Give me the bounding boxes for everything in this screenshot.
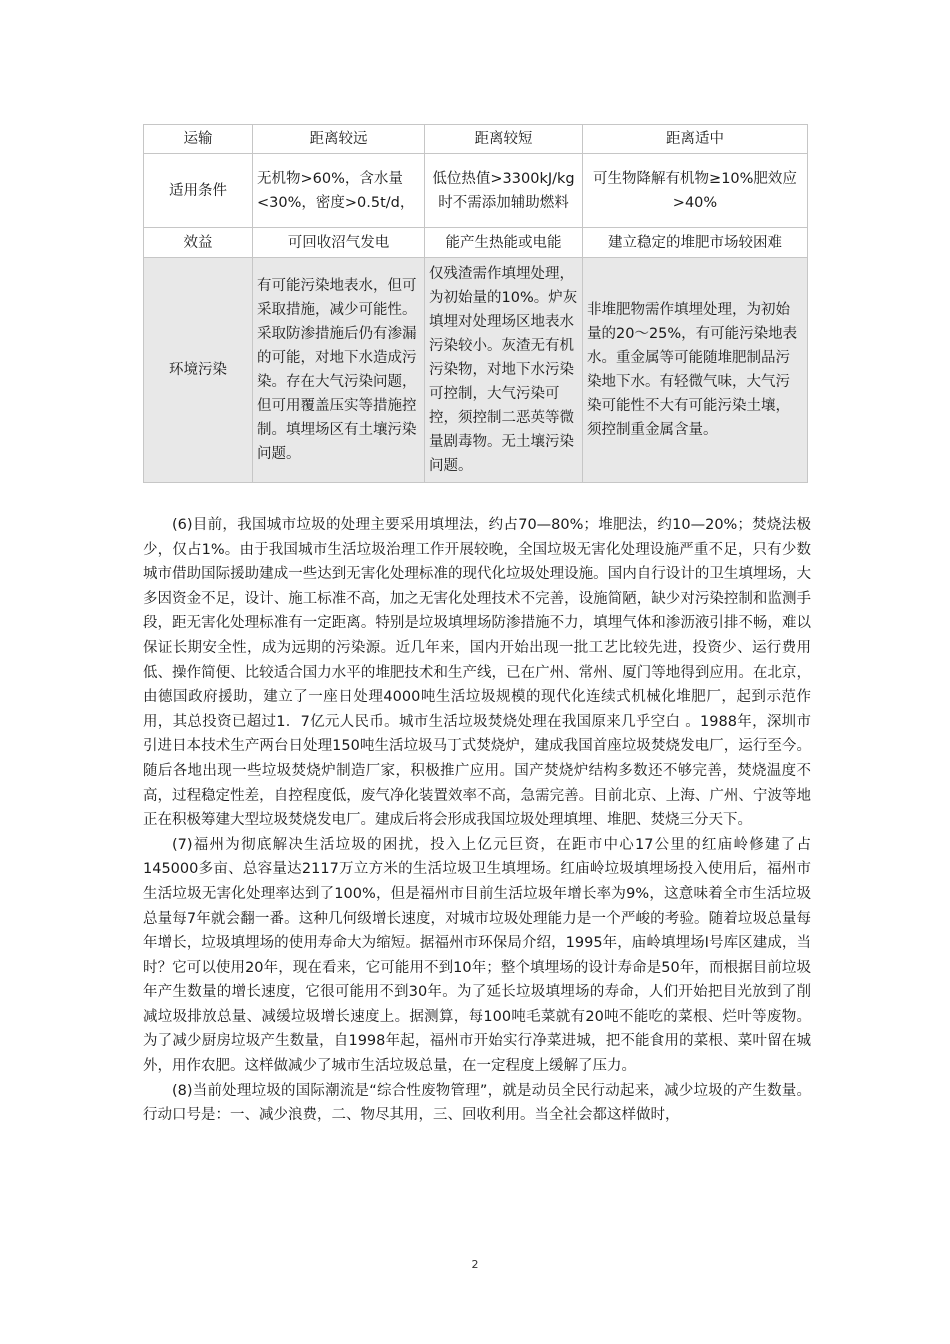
paragraph-7: (7)福州为彻底解决生活垃圾的困扰，投入上亿元巨资，在距市中心17公里的红庙岭修建了占145000多亩、总容量达2117万立方米的生活垃圾卫生填埋场。红庙岭垃圾填埋场投入使用后，福州市生活垃圾无害化处理率达到了100%，但是福州市目前生活垃圾年增长率为9%，这意味着全市生活垃圾总量每7年就会翻一番。这种几何级增长速度，对城市垃圾处理能力是一个严峻的考验。随着垃圾总量每年增长，垃圾填埋场的使用寿命大为缩短。据福州市环保局介绍，1995年，庙岭填埋场Ⅰ号库区建成，当时？它可以使用20年，现在看来，它可能用不到10年；整个填埋场的设计寿命是50年，而根据目前垃圾年产生数量的增长速度，它很可能用不到30年。为了延长垃圾填埋场的寿命，人们开始把目光放到了削减垃圾排放总量、减缓垃圾增长速度上。据测算，每100吨毛菜就有20吨不能吃的菜根、烂叶等废物。为了减少厨房垃圾产生数量，自1998年起，福州市开始实行净菜进城，把不能食用的菜根、菜叶留在城外，用作农肥。这样做减少了城市生活垃圾总量，在一定程度上缓解了压力。 <box>143 836 811 1075</box>
row-label: 运输 <box>144 125 253 154</box>
row-label: 效益 <box>144 228 253 258</box>
table-cell-compost: 可生物降解有机物≥10%肥效应>40% <box>583 154 808 228</box>
table-row <box>144 228 808 258</box>
body-text <box>143 513 811 1128</box>
table-cell-landfill: 无机物>60%，含水量<30%，密度>0.5t/d， <box>253 154 425 228</box>
table-cell-compost: 距离适中 <box>583 125 808 154</box>
table-row <box>144 258 808 483</box>
table-cell-incineration: 能产生热能或电能 <box>425 228 583 258</box>
paragraph-8: (8)当前处理垃圾的国际潮流是“综合性废物管理”，就是动员全民行动起来，减少垃圾的产生数量。行动口号是：一、减少浪费，二、物尽其用，三、回收利用。当全社会都这样做时， <box>143 1082 811 1124</box>
table-cell-incineration: 低位热值>3300kJ/kg时不需添加辅助燃料 <box>425 154 583 228</box>
table-cell-landfill: 有可能污染地表水，但可采取措施，减少可能性。采取防渗措施后仍有渗漏的可能，对地下水造成污染。存在大气污染问题，但可用覆盖压实等措施控制。填埋场区有土壤污染问题。 <box>253 258 425 483</box>
paragraph-6: (6)目前，我国城市垃圾的处理主要采用填埋法，约占70—80%；堆肥法，约10—20%；焚烧法极少，仅占1%。由于我国城市生活垃圾治理工作开展较晚，全国垃圾无害化处理设施严重不足，只有少数城市借助国际援助建成一些达到无害化处理标准的现代化垃圾处理设施。国内自行设计的卫生填埋场，大多因资金不足，设计、施工标准不高，加之无害化处理技术不完善，设施简陋，缺少对污染控制和监测手段，距无害化处理标准有一定距离。特别是垃圾填埋场防渗措施不力，填埋气体和渗沥液引排不畅，难以保证长期安全性，成为远期的污染源。近几年来，国内开始出现一批工艺比较先进，投资少、运行费用低、操作简便、比较适合国力水平的堆肥技术和生产线，已在广州、常州、厦门等地得到应用。在北京，由德国政府援助，建立了一座日处理4000吨生活垃圾规模的现代化连续式机械化堆肥厂，起到示范作用，其总投资已超过1．7亿元人民币。城市生活垃圾焚烧处理在我国原来几乎空白 。1988年，深圳市引进日本技术生产两台日处理150吨生活垃圾马丁式焚烧炉，建成我国首座垃圾焚烧发电厂，运行至今。随后各地出现一些垃圾焚烧炉制造厂家，积极推广应用。国产焚烧炉结构多数还不够完善，焚烧温度不高，过程稳定性差，自控程度低，废气净化装置效率不高，急需完善。目前北京、上海、广州、宁波等地正在积极筹建大型垃圾焚烧发电厂。建成后将会形成我国垃圾处理填埋、堆肥、焚烧三分天下。 <box>143 517 811 829</box>
table-row <box>144 154 808 228</box>
table-cell-incineration: 距离较短 <box>425 125 583 154</box>
table-cell-landfill: 可回收沼气发电 <box>253 228 425 258</box>
table-cell-compost: 非堆肥物需作填埋处理，为初始量的20～25%，有可能污染地表水。重金属等可能随堆肥制品污染地下水。有轻微气味，大气污染可能性不大有可能污染土壤，须控制重金属含量。 <box>583 258 808 483</box>
row-label: 环境污染 <box>144 258 253 483</box>
comparison-table <box>143 124 808 483</box>
table-cell-incineration: 仅残渣需作填埋处理，为初始量的10%。炉灰填埋对处理场区地表水污染较小。灰渣无有机污染物，对地下水污染可控制，大气污染可控，须控制二恶英等微量剧毒物。无土壤污染问题。 <box>425 258 583 483</box>
page-number: 2 <box>471 1258 479 1271</box>
table-cell-compost: 建立稳定的堆肥市场较困难 <box>583 228 808 258</box>
row-label: 适用条件 <box>144 154 253 228</box>
table-cell-landfill: 距离较远 <box>253 125 425 154</box>
table-row <box>144 125 808 154</box>
